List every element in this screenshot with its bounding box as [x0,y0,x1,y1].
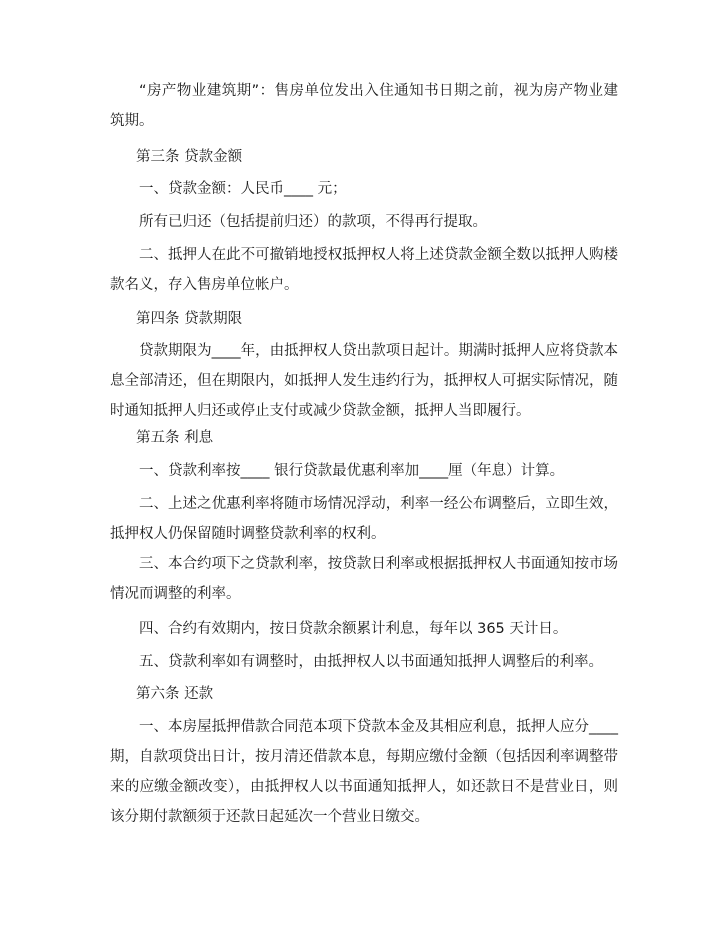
paragraph-rate-notice: 五、贷款利率如有调整时，由抵押权人以书面通知抵押人调整后的利率。 [139,654,603,670]
paragraph-no-redraw: 所有已归还（包括提前归还）的款项，不得再行提取。 [139,214,487,230]
paragraph-daily-interest: 四、合约有效期内，按日贷款余额累计利息，每年以 365 天计日。 [139,621,568,637]
heading-article-5: 第五条 利息 [136,430,214,446]
paragraph-loan-amount: 一、贷款金额：人民币____ 元； [139,181,347,197]
paragraph-authorization: 二、抵押人在此不可撤销地授权抵押权人将上述贷款金额全数以抵押人购楼款名义，存入售房单位帐户。 [110,247,618,293]
heading-article-4: 第四条 贷款期限 [136,311,243,327]
paragraph-contract-rate: 三、本合约项下之贷款利率，按贷款日利率或根据抵押权人书面通知按市场情况而调整的利率。 [110,556,618,602]
heading-article-3: 第三条 贷款金额 [136,149,243,165]
paragraph-repayment: 一、本房屋抵押借款合同范本项下贷款本金及其相应利息，抵押人应分____期，自款项贷出日计，按月清还借款本息，每期应缴付金额（包括因利率调整带来的应缴金额改变），由抵押权人以书面通知抵押人，如还款日不是营业日，则该分期付款额须于还款日起延次一个营业日缴交。 [110,719,618,825]
paragraph-rate-float: 二、上述之优惠利率将随市场情况浮动，利率一经公布调整后，立即生效，抵押权人仍保留随时调整贷款利率的权利。 [110,496,618,542]
heading-article-6: 第六条 还款 [136,686,214,702]
paragraph-loan-term: 贷款期限为____年，由抵押权人贷出款项日起计。期满时抵押人应将贷款本息全部清还，但在期限内，如抵押人发生违约行为，抵押权人可据实际情况，随时通知抵押人归还或停止支付或减少贷款金额，抵押人当即履行。 [110,343,618,419]
paragraph-interest-rate: 一、贷款利率按____ 银行贷款最优惠利率加____厘（年息）计算。 [139,463,565,479]
paragraph-building-period: “房产物业建筑期”：售房单位发出入住通知书日期之前，视为房产物业建筑期。 [110,83,618,129]
